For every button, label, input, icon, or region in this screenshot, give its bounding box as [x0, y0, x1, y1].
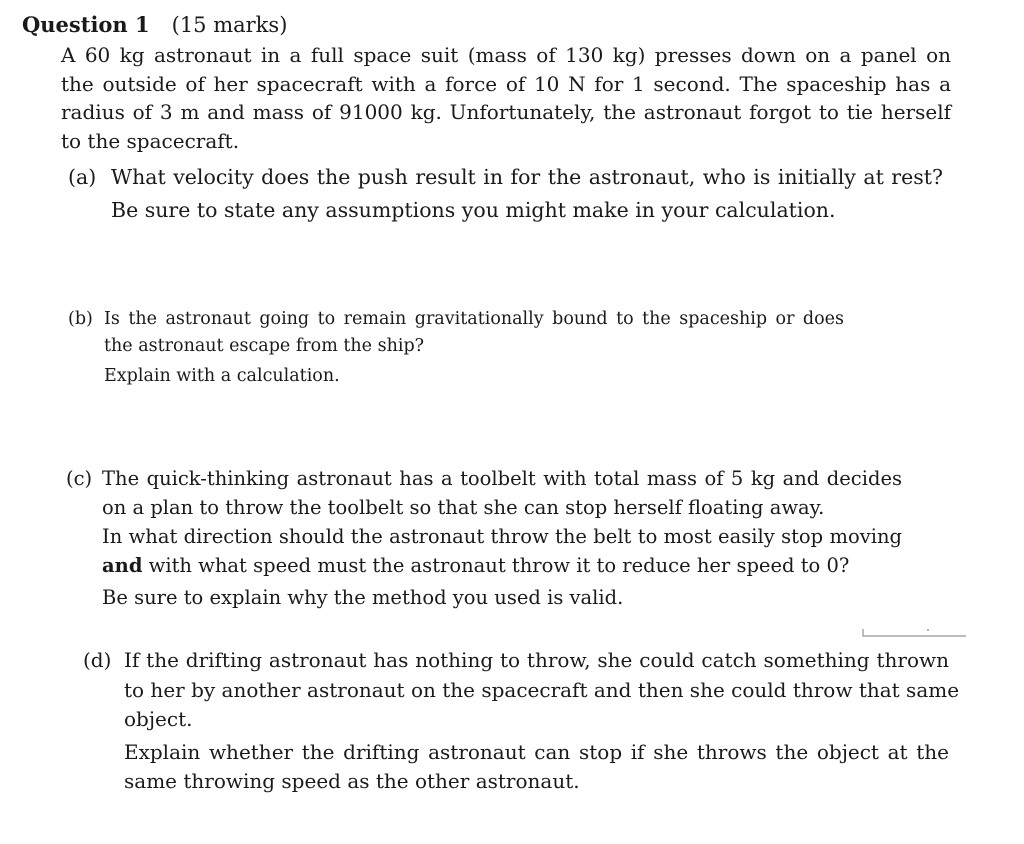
- part-b-text: [104, 306, 844, 390]
- part-d-line: Explain whether the drifting astronaut can stop if she throws the object at the: [124, 739, 949, 764]
- question-number: Question 1: [22, 12, 150, 37]
- part-a-line: What velocity does the push result in for the astronaut, who is initially at rest?: [111, 165, 943, 189]
- question-intro: [61, 41, 951, 155]
- part-d-label: (d): [83, 648, 112, 672]
- part-b-line: the astronaut escape from the ship?: [104, 336, 425, 356]
- part-c-text: [102, 464, 902, 612]
- part-d-text: [124, 646, 960, 797]
- part-a-line: Be sure to state any assumptions you might make in your calculation.: [111, 198, 836, 222]
- part-c-emphasis: and: [102, 554, 143, 577]
- part-c-line-4: [102, 551, 902, 580]
- part-c-line: Be sure to explain why the method you used is valid.: [102, 586, 624, 609]
- part-d-line: If the drifting astronaut has nothing to throw, she could catch something thrown: [124, 648, 949, 672]
- intro-line: A 60 kg astronaut in a full space suit (mass of 130 kg) presses down on a panel on: [61, 43, 951, 67]
- part-b-label: (b): [68, 309, 93, 329]
- intro-line: radius of 3 m and mass of 91000 kg. Unfortunately, the astronaut forgot to tie herself: [61, 100, 951, 124]
- intro-line: the outside of her spacecraft with a force of 10 N for 1 second. The spaceship has a: [61, 71, 951, 96]
- part-c-line-4-rest: with what speed must the astronaut throw it to reduce her speed to 0?: [142, 554, 850, 577]
- part-c-line: The quick-thinking astronaut has a toolbelt with total mass of 5 kg and decides: [102, 467, 902, 490]
- part-d-line: to her by another astronaut on the spacecraft and then she could throw that same: [124, 677, 960, 702]
- scan-mark: [862, 627, 968, 639]
- part-c-line: on a plan to throw the toolbelt so that she can stop herself floating away.: [102, 496, 825, 519]
- part-d-line: same throwing speed as the other astronaut.: [124, 769, 580, 793]
- intro-line: to the spacecraft.: [61, 128, 240, 153]
- part-b-line: Explain with a calculation.: [104, 366, 340, 386]
- question-heading: [22, 10, 287, 40]
- part-a-label: (a): [68, 165, 97, 189]
- part-b-line: Is the astronaut going to remain gravitationally bound to the spaceship or does: [104, 309, 844, 329]
- part-a-text: [111, 161, 943, 227]
- part-d-line: object.: [124, 707, 193, 731]
- question-marks: (15 marks): [171, 13, 288, 37]
- part-c-line: In what direction should the astronaut throw the belt to most easily stop moving: [102, 525, 902, 548]
- part-c-label: (c): [66, 467, 93, 490]
